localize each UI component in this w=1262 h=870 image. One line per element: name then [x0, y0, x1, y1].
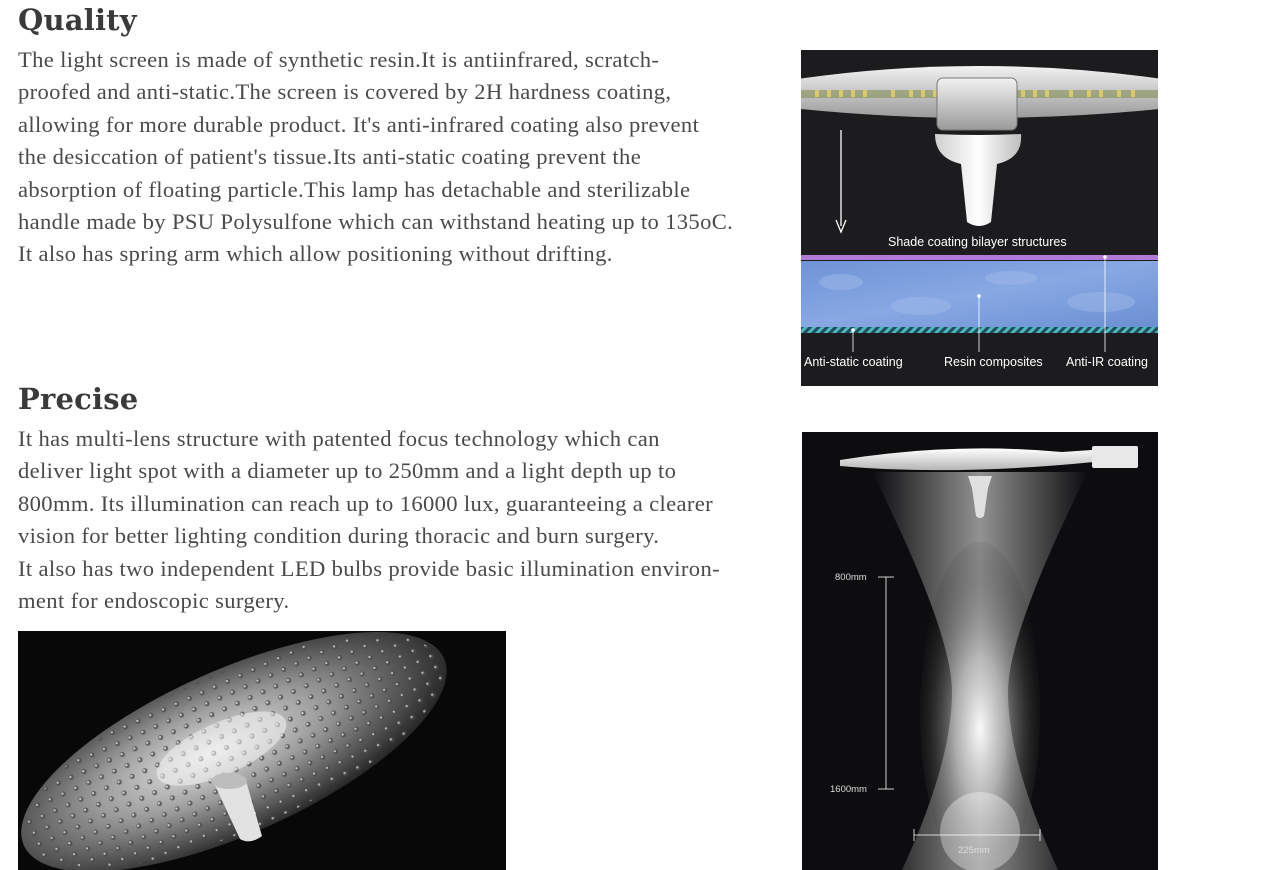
quality-line: allowing for more durable product. It's anti-infrared coating also prevent: [18, 111, 700, 137]
bilayer-title: Shade coating bilayer structures: [888, 235, 1067, 249]
quality-line: It also has spring arm which allow positioning without drifting.: [18, 241, 613, 267]
quality-line: handle made by PSU Polysulfone which can withstand heating up to 135oC.: [18, 209, 734, 235]
anti-static-label: Anti-static coating: [804, 355, 903, 369]
lamp-cross-section-illustration: [801, 50, 1158, 386]
anti-ir-label: Anti-IR coating: [1066, 355, 1148, 369]
depth-1600-label: 1600mm: [830, 784, 867, 795]
resin-label: Resin composites: [944, 355, 1043, 369]
quality-line: the desiccation of patient's tissue.Its anti-static coating prevent the: [18, 144, 642, 170]
quality-paragraph: [18, 44, 770, 271]
precise-heading: Precise: [18, 382, 139, 416]
precise-line: It also has two independent LED bulbs provide basic illumination environ-: [18, 555, 720, 581]
lamp-arm: [1092, 446, 1138, 468]
quality-line: absorption of floating particle.This lamp has detachable and sterilizable: [18, 176, 691, 202]
depth-800-label: 800mm: [835, 572, 867, 583]
light-beam-diagram: [802, 432, 1158, 870]
precise-line: deliver light spot with a diameter up to 250mm and a light depth up to: [18, 458, 677, 484]
precise-line: vision for better lighting condition during thoracic and burn surgery.: [18, 523, 660, 549]
spot-width-label: 225mm: [958, 845, 990, 856]
lamp-photo: [18, 631, 506, 870]
coating-structure-diagram: [801, 50, 1158, 386]
lamp-hub: [937, 78, 1017, 130]
lamp-closeup-illustration: [18, 631, 506, 870]
light-beam-illustration: [802, 432, 1158, 870]
precise-paragraph: [18, 423, 770, 617]
quality-line: proofed and anti-static.The screen is covered by 2H hardness coating,: [18, 79, 672, 105]
quality-line: The light screen is made of synthetic resin.It is antiinfrared, scratch-: [18, 47, 660, 72]
precise-line: 800mm. Its illumination can reach up to 16000 lux, guaranteeing a clearer: [18, 490, 713, 516]
precise-line: It has multi-lens structure with patented focus technology which can: [18, 426, 660, 451]
handle-shape: [935, 134, 1021, 226]
lamp-head: [840, 448, 1094, 470]
quality-heading: Quality: [18, 3, 137, 37]
precise-line: ment for endoscopic surgery.: [18, 588, 290, 614]
